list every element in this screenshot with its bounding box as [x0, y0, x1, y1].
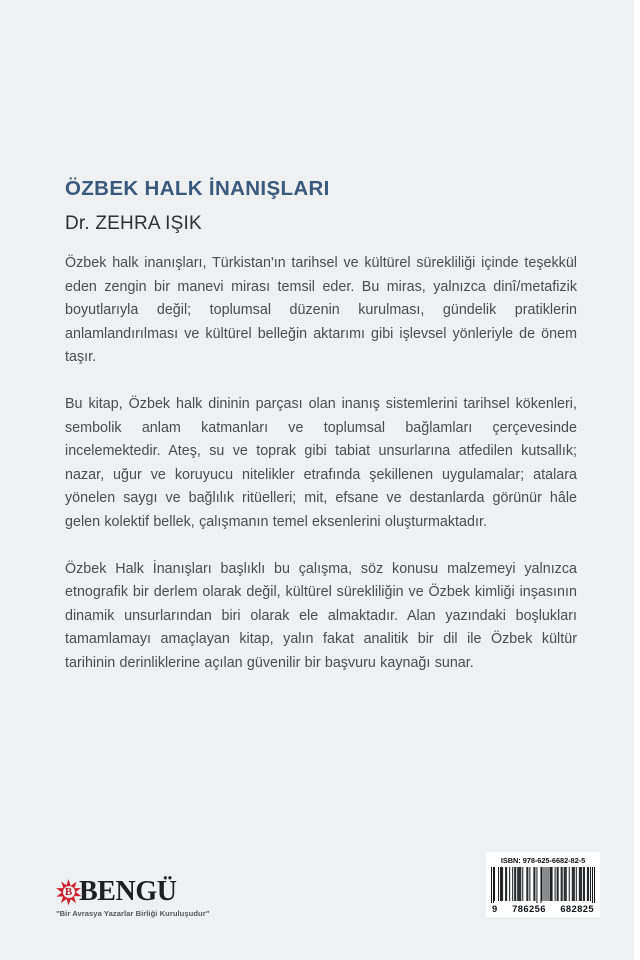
barcode-digits: [491, 903, 595, 914]
cover-footer: [0, 828, 637, 918]
publisher-tagline: "Bir Avrasya Yazarlar Birliği Kuruluşudur": [56, 909, 210, 918]
publisher-wordmark: BENGÜ: [79, 876, 177, 907]
blurb-paragraph-2: Bu kitap, Özbek halk dininin parçası olan inanış sistemlerini tarihsel kökenleri, sembolik anlam katmanları ve toplumsal bağlamları çerçevesinde incelemektedir. Ateş, su ve toprak gibi tabiat unsurlarına atfedilen kutsallık; nazar, uğur ve koruyucu nitelikler etrafında şekillenen uygulamalar; atalara yönelen saygı ve bağlılık ritüelleri; mit, efsane ve destanlarda görünür hâle gelen kolektif bellek, çalışmanın temel eksenlerini oluşturmaktadır.: [65, 395, 577, 530]
page-edge-sliver: [634, 0, 637, 960]
isbn-label: ISBN: 978-625-6682-82-5: [500, 856, 586, 865]
book-author: Dr. ZEHRA IŞIK: [65, 212, 202, 234]
title-block: [65, 178, 575, 234]
bengu-star-emblem-icon: [55, 879, 82, 906]
blurb-text-block: [65, 252, 577, 676]
barcode-digit-right: 682825: [560, 903, 594, 914]
barcode-digit-left: 9: [492, 903, 498, 914]
isbn-barcode-block: [486, 852, 600, 917]
blurb-paragraph-3: Özbek Halk İnanışları başlıklı bu çalışma, söz konusu malzemeyi yalnızca etnografik bir derlem olarak değil, kültürel sürekliliğin ve Özbek kimliği inşasının dinamik unsurlarından biri olarak ele almaktadır. Alan yazındaki boşlukları tamamlamayı amaçlayan kitap, yalın fakat analitik bir dil ile Özbek kültür tarihinin derinliklerine açılan güvenilir bir başvuru kaynağı sunar.: [65, 560, 577, 671]
blurb-paragraph-1: Özbek halk inanışları, Türkistan'ın tarihsel ve kültürel sürekliliği içinde teşekkül eden zengin bir manevi mirası temsil eder. Bu miras, yalnızca dinî/metafizik boyutlarıyla değil; toplumsal düzenin kurulması, gündelik pratiklerin anlamlandırılması ve kültürel belleğin aktarımı gibi işlevsel yönleriyle de önem taşır.: [65, 255, 577, 366]
barcode-graphic: [491, 867, 595, 903]
book-title: ÖZBEK HALK İNANIŞLARI: [65, 177, 330, 200]
publisher-logo: [55, 877, 209, 918]
barcode-digit-middle: 786256: [512, 903, 546, 914]
publisher-logo-row: [55, 877, 177, 907]
emblem-glyph: B: [64, 886, 73, 898]
